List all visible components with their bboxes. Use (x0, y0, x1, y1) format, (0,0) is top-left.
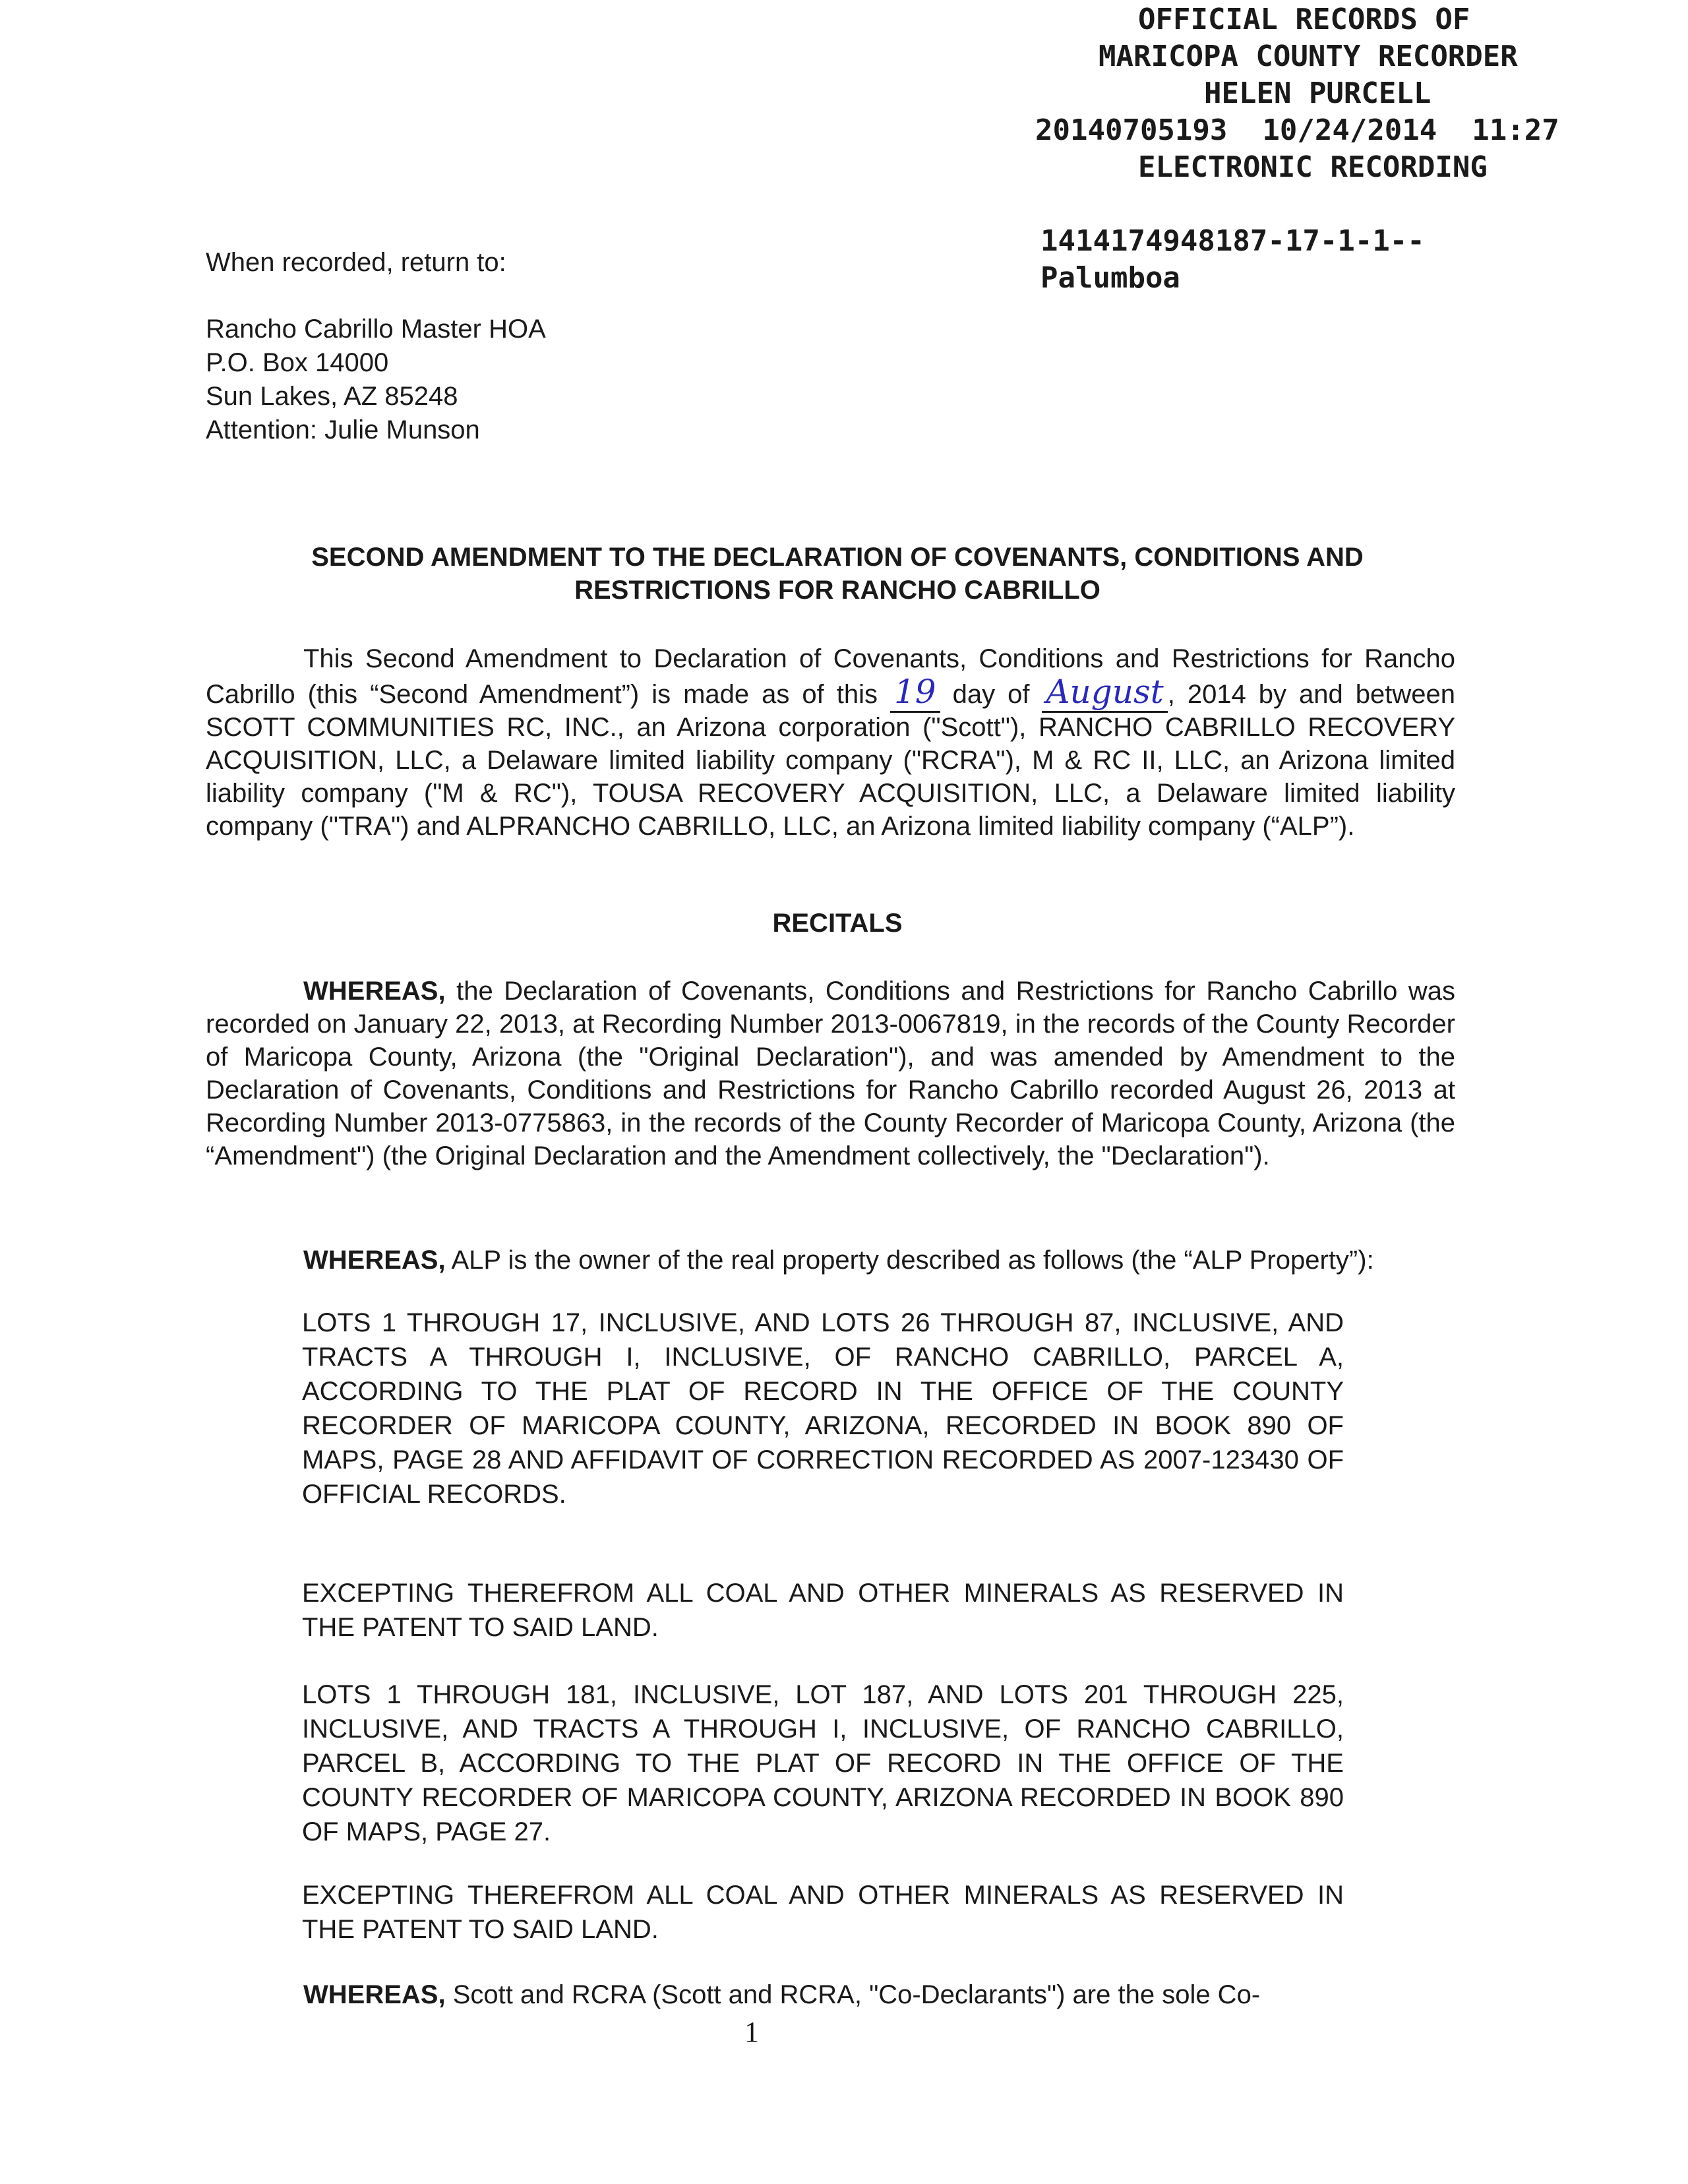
recorder-stamp-line-5: ELECTRONIC RECORDING (1138, 150, 1488, 184)
intro-text-2: day of (952, 680, 1030, 709)
recitals-heading: RECITALS (772, 909, 903, 938)
whereas-text: Scott and RCRA (Scott and RCRA, "Co-Declarants") are the sole Co- (452, 1980, 1261, 2009)
recording-id-operator: Palumboa (1040, 261, 1180, 295)
recorder-stamp (1035, 1, 1688, 186)
legal-exception-2: EXCEPTING THEREFROM ALL COAL AND OTHER MINERALS AS RESERVED IN THE PATENT TO SAID LAND. (302, 1881, 1344, 1944)
return-address-line: Sun Lakes, AZ 85248 (206, 382, 458, 411)
intro-paragraph (206, 642, 1455, 843)
document-title-line-1: SECOND AMENDMENT TO THE DECLARATION OF COVENANTS, CONDITIONS AND (311, 543, 1364, 572)
legal-description-parcel-a: LOTS 1 THROUGH 17, INCLUSIVE, AND LOTS 26 THROUGH 87, INCLUSIVE, AND TRACTS A THROUGH I, INCLUSIVE, OF RANCHO CABRILLO, PARCEL A, ACCORDING TO THE PLAT OF RECORD IN THE OFFICE OF THE COUNTY RECORDER OF MARICOPA COUNTY, ARIZONA, RECORDED IN BOOK 890 OF MAPS, PAGE 28 AND AFFIDAVIT OF CORRECTION RECORDED AS 2007-123430 OF OFFICIAL RECORDS. (302, 1308, 1344, 1509)
recording-id (1040, 223, 1425, 297)
whereas-lead: WHEREAS, (303, 1980, 446, 2009)
whereas-text: ALP is the owner of the real property described as follows (the “ALP Property”): (451, 1246, 1374, 1275)
return-address-line: P.O. Box 14000 (206, 348, 389, 377)
handwritten-month: August (1042, 673, 1167, 713)
recorder-stamp-line-4: 20140705193 10/24/2014 11:27 (1035, 113, 1559, 147)
whereas-lead: WHEREAS, (303, 977, 446, 1006)
recorder-stamp-line-1: OFFICIAL RECORDS OF (1138, 3, 1470, 36)
recording-id-number: 1414174948187-17-1-1-- (1040, 224, 1425, 258)
page-number: 1 (744, 2016, 759, 2048)
return-to-label: When recorded, return to: (206, 248, 506, 277)
return-address-line: Rancho Cabrillo Master HOA (206, 315, 546, 344)
intro-text-1: This Second Amendment to Declaration of Covenants, Conditions and Restrictions for Rancho Cabrillo (this “Second Amendment”) is made as of this (206, 644, 1455, 709)
document-title (211, 541, 1464, 607)
legal-exception-1: EXCEPTING THEREFROM ALL COAL AND OTHER MINERALS AS RESERVED IN THE PATENT TO SAID LAND. (302, 1579, 1344, 1642)
whereas-paragraph-2 (206, 1244, 1455, 1277)
return-address (206, 313, 546, 447)
return-address-line: Attention: Julie Munson (206, 415, 480, 444)
legal-description-parcel-b: LOTS 1 THROUGH 181, INCLUSIVE, LOT 187, AND LOTS 201 THROUGH 225, INCLUSIVE, AND TRACTS A THROUGH I, INCLUSIVE, OF RANCHO CABRILLO, PARCEL B, ACCORDING TO THE PLAT OF RECORD IN THE OFFICE OF THE COUNTY RECORDER OF MARICOPA COUNTY, ARIZONA RECORDED IN BOOK 890 OF MAPS, PAGE 27. (302, 1680, 1344, 1846)
whereas-paragraph-3 (206, 1978, 1455, 2011)
whereas-text: the Declaration of Covenants, Conditions and Restrictions for Rancho Cabrillo was recorded on January 22, 2013, at Recording Number 2013-0067819, in the records of the County Recorder of Maricopa County, Arizona (the "Original Declaration"), and was amended by Amendment to the Declaration of Covenants, Conditions and Restrictions for Rancho Cabrillo recorded August 26, 2013 at Recording Number 2013-0775863, in the records of the County Recorder of Maricopa County, Arizona (the “Amendment") (the Original Declaration and the Amendment collectively, the "Declaration"). (206, 977, 1455, 1170)
recorder-stamp-line-3: HELEN PURCELL (1204, 76, 1432, 110)
document-title-line-2: RESTRICTIONS FOR RANCHO CABRILLO (574, 576, 1100, 605)
handwritten-day: 19 (890, 673, 940, 713)
whereas-lead: WHEREAS, (303, 1246, 446, 1275)
recorder-stamp-line-2: MARICOPA COUNTY RECORDER (1099, 40, 1518, 73)
intro-text-3: , 2014 by and between SCOTT COMMUNITIES RC, INC., an Arizona corporation ("Scott"), RANCHO CABRILLO RECOVERY ACQUISITION, LLC, a Delaware limited liability company ("RCRA"), M & RC II, LLC, an Arizona limited liability company ("M & RC"), TOUSA RECOVERY ACQUISITION, LLC, a Delaware limited liability company ("TRA") and ALPRANCHO CABRILLO, LLC, an Arizona limited liability company (“ALP”). (206, 680, 1455, 841)
whereas-paragraph-1 (206, 975, 1455, 1172)
